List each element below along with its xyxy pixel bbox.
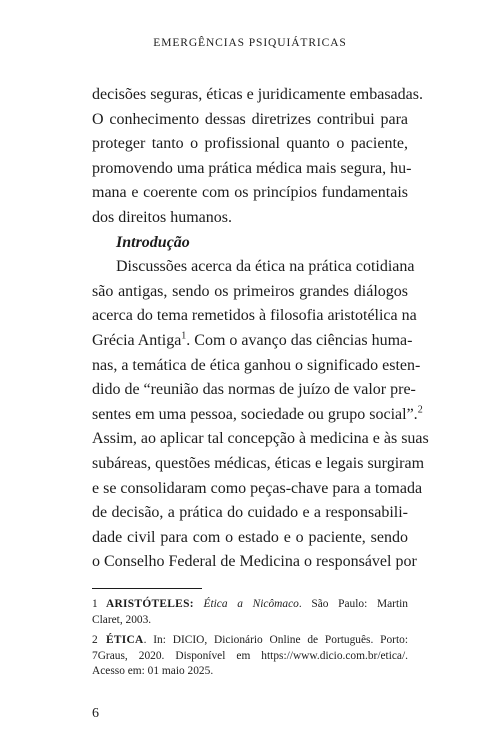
- footnote-text: . São Paulo: Martin: [298, 598, 408, 610]
- footnote-line: [92, 597, 408, 613]
- footnote-term: ÉTICA: [106, 634, 144, 646]
- footnote-rule: [92, 588, 202, 589]
- footnote-line: Claret, 2003.: [92, 613, 152, 626]
- text-line: de decisão, a prática do cuidado e a responsabili-: [92, 504, 408, 522]
- text-line: e se consolidaram como peças-chave para a tomada: [92, 479, 423, 497]
- text-line: o Conselho Federal de Medicina o responsável por: [92, 553, 417, 571]
- body-text: [92, 83, 429, 575]
- paragraph-2: [92, 255, 429, 575]
- text-line: decisões seguras, éticas e juridicamente embasadas.: [92, 86, 423, 103]
- footnote-line: 7Graus, 2020. Disponível em https://www.dicio.com.br/etica/.: [92, 649, 408, 662]
- text-line: dido de “reunião das normas de juízo de valor pre-: [92, 381, 416, 399]
- page-number: 6: [92, 706, 99, 721]
- running-head: EMERGÊNCIAS PSIQUIÁTRICAS: [153, 37, 347, 49]
- text-line: Discussões acerca da ética na prática cotidiana: [116, 258, 415, 276]
- footnote-number: 1: [92, 598, 98, 610]
- footnote-reference-1[interactable]: 1: [181, 330, 187, 342]
- text-segment: . Com o avanço das ciências huma-: [186, 331, 413, 349]
- text-line: subáreas, questões médicas, éticas e legais surgiram: [92, 454, 425, 472]
- text-line: O conhecimento dessas diretrizes contribui para: [92, 110, 408, 128]
- text-line: [92, 329, 413, 354]
- footnote-number: 2: [92, 634, 98, 646]
- text-line: proteger tanto o profissional quanto o paciente,: [92, 135, 408, 153]
- text-line: [92, 403, 423, 428]
- footnote-text: . In: DICIO, Dicionário Online de Português. Porto:: [143, 634, 408, 646]
- text-segment: Grécia Antiga: [92, 331, 182, 349]
- footnote-1: [92, 597, 408, 628]
- text-line: dade civil para com o estado e o paciente, sendo: [92, 528, 408, 546]
- footnote-line: Acesso em: 01 maio 2025.: [92, 665, 214, 677]
- text-line: Assim, ao aplicar tal concepção à medicina e às suas: [92, 430, 429, 448]
- footnote-author: ARISTÓTELES:: [106, 598, 194, 610]
- footnote-2: [92, 633, 408, 680]
- section-heading: Introdução: [116, 233, 190, 251]
- text-line: dos direitos humanos.: [92, 208, 232, 226]
- footnote-title: Ética a Nicômaco: [203, 598, 299, 610]
- footnotes: [92, 597, 408, 685]
- footnote-reference-2[interactable]: 2: [417, 404, 423, 416]
- footnote-line: [92, 633, 408, 649]
- text-line: acerca do tema remetidos à filosofia aristotélica na: [92, 307, 417, 325]
- text-line: promovendo uma prática médica mais segura, hu-: [92, 159, 412, 177]
- text-line: mana e coerente com os princípios fundamentais: [92, 184, 408, 202]
- text-segment: sentes em uma pessoa, sociedade ou grupo social”.: [92, 405, 418, 423]
- paragraph-1: [92, 83, 423, 231]
- text-line: nas, a temática de ética ganhou o significado esten-: [92, 356, 421, 374]
- text-line: são antigas, sendo os primeiros grandes diálogos: [92, 282, 408, 300]
